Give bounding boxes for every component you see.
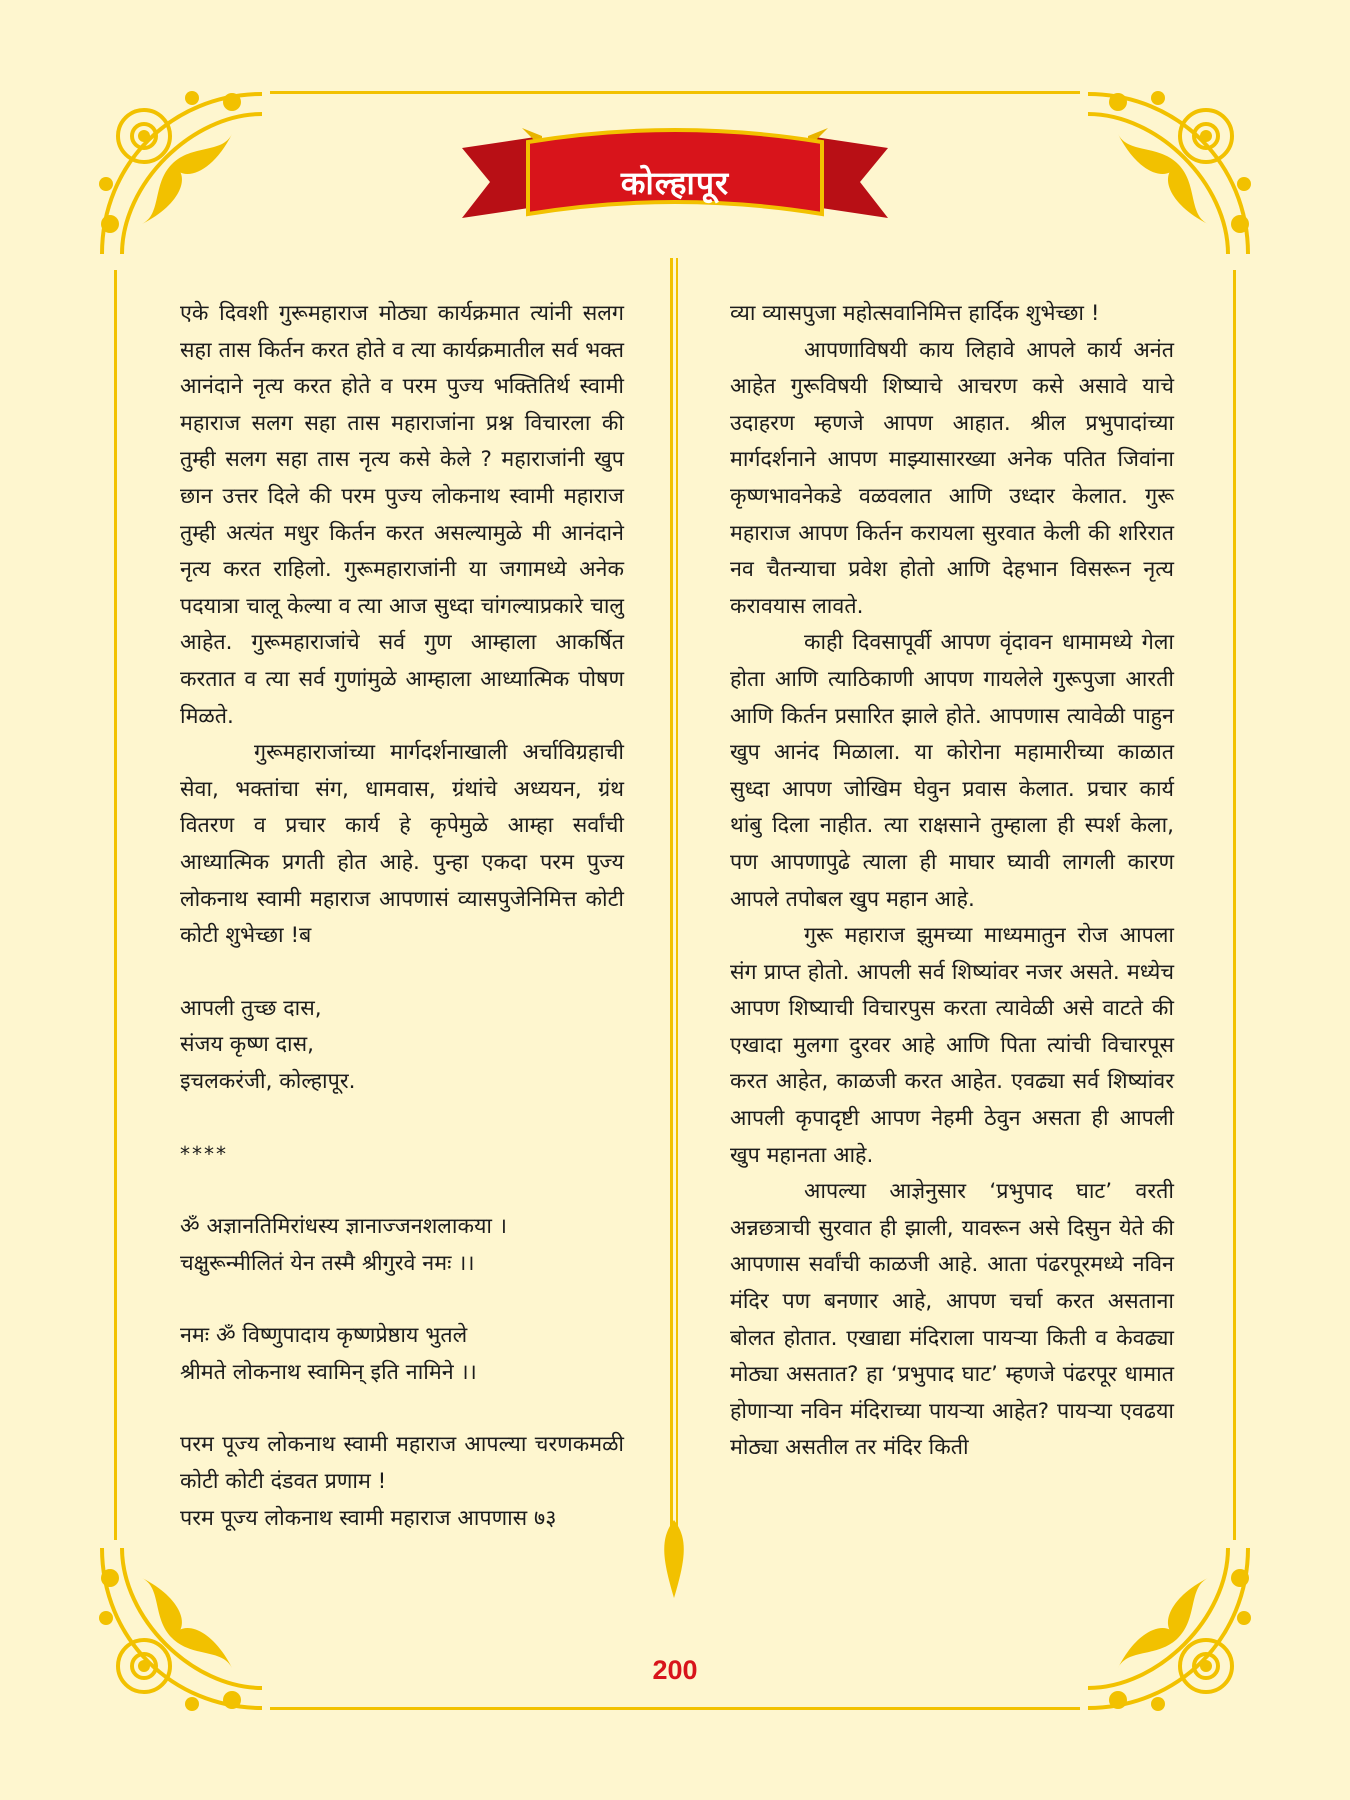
- signature-line: संजय कृष्ण दास,: [180, 1032, 314, 1058]
- frame-bottom-line: [270, 1707, 1080, 1710]
- paragraph: एके दिवशी गुरूमहाराज मोठ्या कार्यक्रमात त्यांनी सलग सहा तास किर्तन करत होते व त्या कार्यक्रमातील सर्व भक्त आनंदाने नृत्य करत होते व परम पुज्य भक्तितिर्थ स्वामी महाराज सलग सहा तास महाराजांना प्रश्न विचारला की तुम्ही सलग सहा तास नृत्य कसे केले ? महाराजांनी खुप छान उत्तर दिले की परम पुज्य लोकनाथ स्वामी महाराज तुम्ही अत्यंत मधुर किर्तन करत असल्यामुळे मी आनंदाने नृत्य करत राहिलो. गुरूमहाराजांनी या जगामध्ये अनेक पदयात्रा चालू केल्या व त्या आज सुध्दा चांगल्याप्रकारे चालु आहेत. गुरूमहाराजांचे सर्व गुण आम्हाला आकर्षित करतात व त्या सर्व गुणांमुळे आम्हाला आध्यात्मिक पोषण मिळते.: [180, 301, 624, 729]
- paragraph: गुरू महाराज झुमच्या माध्यमातुन रोज आपला संग प्राप्त होतो. आपली सर्व शिष्यांवर नजर असते. मध्येच आपण शिष्याची विचारपुस करता त्यावेळी असे वाटते की एखादा मुलगा दुरवर आहे आणि पिता त्यांची विचारपूस करत आहेत, काळजी करत आहेत. एवढ्या सर्व शिष्यांवर आपली कृपादृष्टी आपण नेहमी ठेवुन असता ही आपली खुप महानता आहे.: [730, 923, 1174, 1168]
- right-text-column: [730, 296, 1174, 1467]
- page-title: कोल्हापूर: [620, 164, 730, 202]
- corner-ornament-bottom-left-icon: [82, 1528, 282, 1728]
- frame-right-line: [1233, 270, 1236, 1540]
- paragraph: आपणाविषयी काय लिहावे आपले कार्य अनंत आहेत गुरूविषयी शिष्याचे आचरण कसे असावे याचे उदाहरण म्हणजे आपण आहात. श्रील प्रभुपादांच्या मार्गदर्शनाने आपण माझ्यासारख्या अनेक पतित जिवांना कृष्णभावनेकडे वळवलात आणि उध्दार केलात. गुरू महाराज आपण किर्तन करायला सुरवात केली की शरिरात नव चैतन्याचा प्रवेश होतो आणि देहभान विसरून नृत्य करावयास लावते.: [730, 337, 1174, 619]
- paragraph: गुरूमहाराजांच्या मार्गदर्शनाखाली अर्चाविग्रहाची सेवा, भक्तांचा संग, धामवास, ग्रंथांचे अध्ययन, ग्रंथ वितरण व प्रचार कार्य हे कृपेमुळे आम्हा सर्वांची आध्यात्मिक प्रगती होत आहे. पुन्हा एकदा परम पुज्य लोकनाथ स्वामी महाराज आपणासं व्यासपुजेनिमित्त कोटी कोटी शुभेच्छा !ब: [180, 740, 624, 949]
- column-divider: [660, 258, 688, 1598]
- mantra-line: ॐ अज्ञानतिमिरांधस्य ज्ञानाज्जनशलाकया ।: [180, 1214, 507, 1240]
- mantra-line: श्रीमते लोकनाथ स्वामिन् इति नामिने ।।: [180, 1359, 477, 1385]
- left-text-column: [180, 296, 624, 1537]
- section-separator: ****: [180, 1142, 228, 1167]
- signature-line: इचलकरंजी, कोल्हापूर.: [180, 1068, 356, 1094]
- frame-top-line: [270, 91, 1080, 94]
- signature-line: आपली तुच्छ दास,: [180, 995, 322, 1021]
- mantra-line: नमः ॐ विष्णुपादाय कृष्णप्रेष्ठाय भुतले: [180, 1323, 468, 1349]
- mantra-line: चक्षुरून्मीलितं येन तस्मै श्रीगुरवे नमः ।।: [180, 1250, 475, 1276]
- page-number: 200: [652, 1655, 698, 1685]
- corner-ornament-bottom-right-icon: [1068, 1528, 1268, 1728]
- closing-line: परम पूज्य लोकनाथ स्वामी महाराज आपणास ७३: [180, 1505, 557, 1531]
- closing-line: परम पूज्य लोकनाथ स्वामी महाराज आपल्या चरणकमळी कोटी कोटी दंडवत प्रणाम !: [180, 1432, 624, 1495]
- paragraph: काही दिवसापूर्वी आपण वृंदावन धामामध्ये गेला होता आणि त्याठिकाणी आपण गायलेले गुरूपुजा आरती आणि किर्तन प्रसारित झाले होते. आपणास त्यावेळी पाहुन खुप आनंद मिळाला. या कोरोना महामारीच्या काळात सुध्दा आपण जोखिम घेवुन प्रवास केलात. प्रचार कार्य थांबु दिला नाहीत. त्या राक्षसाने तुम्हाला ही स्पर्श केला, पण आपणापुढे त्याला ही माघार घ्यावी लागली कारण आपले तपोबल खुप महान आहे.: [730, 630, 1174, 912]
- paragraph: आपल्या आज्ञेनुसार ‘प्रभुपाद घाट’ वरती अन्नछत्राची सुरवात ही झाली, यावरून असे दिसुन येते की आपणास सर्वांची काळजी आहे. आता पंढरपूरमध्ये नविन मंदिर पण बनणार आहे, आपण चर्चा करत असताना बोलत होतात. एखाद्या मंदिराला पायऱ्या किती व केवढ्या मोठ्या असतात? हा ‘प्रभुपाद घाट’ म्हणजे पंढरपूर धामात होणाऱ्या नविन मंदिराच्या पायऱ्या आहेत? पायऱ्या एवढया मोठ्या असतील तर मंदिर किती: [730, 1179, 1174, 1461]
- paragraph: व्या व्यासपुजा महोत्सवानिमित्त हार्दिक शुभेच्छा !: [730, 301, 1100, 326]
- signature-block: [180, 991, 624, 1101]
- frame-left-line: [114, 270, 117, 1540]
